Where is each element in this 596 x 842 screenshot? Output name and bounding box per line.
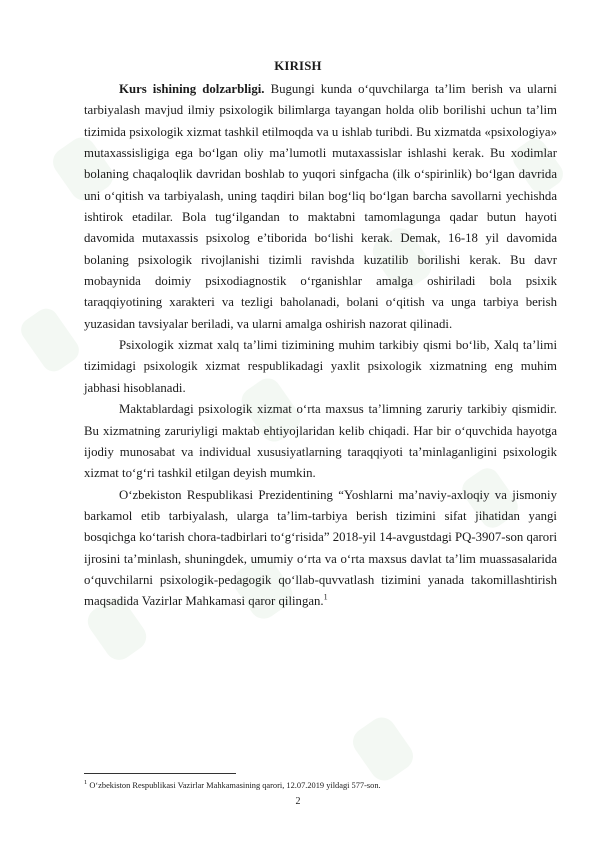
footnote-mark: 1 bbox=[84, 779, 88, 786]
footnote-text: O‘zbekiston Respublikasi Vazirlar Mahkamasining qarori, 12.07.2019 yildagi 577-son. bbox=[87, 780, 381, 790]
paragraph-text: Bugungi kunda o‘quvchilarga ta’lim berish va ularni tarbiyalash mavjud ilmiy psixologik bilimlarga tayangan holda olib borilishi uchun ta’lim tizimida psixologik xizmat tashkil etilmoqda va u ishlab turibdi. Bu xizmatda «psixologiya» mutaxassisligiga ega bo‘lgan oliy ma’lumotli mutaxassislar ishlashi kerak. Bu xodimlar bolaning chaqaloqlik davridan boshlab to yuqori sinfgacha (ilk o‘spirinlik) bo‘lgan davrida uni o‘qitish va tarbiyalash, uning taqdiri bilan bog‘liq bo‘lgan barcha savollarni yechishda ishtirok etadilar. Bola tug‘ilgandan to maktabni tamomlagunga qadar butun hayoti davomida mutaxassis psixolog e’tiborida bo‘lishi kerak. Demak, 16-18 yil davomida bolaning psixologik rivojlanishi tizimli ravishda kuzatilib borilishi kerak. Bu davr mobaynida doimiy psixodiagnostik o‘rganishlar amalga oshiriladi bola psixik taraqqiyotining xarakteri va tezligi baholanadi, bolani o‘qitish va unga tarbiya berish yuzasidan tavsiyalar beriladi, va ularni amalga oshirish nazorat qilinadi. bbox=[84, 82, 557, 331]
page-number: 2 bbox=[295, 796, 301, 807]
page-title: KIRISH bbox=[274, 59, 322, 73]
footnote bbox=[84, 777, 557, 791]
paragraph bbox=[84, 79, 557, 335]
footnote-reference[interactable]: 1 bbox=[323, 592, 328, 602]
document-body bbox=[84, 79, 557, 613]
footnote-divider bbox=[84, 773, 236, 774]
paragraph: Maktablardagi psixologik xizmat o‘rta maxsus ta’limning zaruriy tarkibiy qismidir. Bu xizmatning zaruriyligi maktab ehtiyojlaridan kelib chiqadi. Har bir o‘quvchida hayotga ijodiy munosabat va individual xususiyatlarning taraqqiyoti ta’minlaganligini psixologik xizmat to‘g‘ri tashkil etilgan deyish mumkin. bbox=[84, 402, 557, 481]
paragraph: Psixologik xizmat xalq ta’limi tizimining muhim tarkibiy qismi bo‘lib, Xalq ta’limi tizimidagi psixologik xizmat respublikadagi yaxlit psixologik xizmatning eng muhim jabhasi hisoblanadi. bbox=[84, 338, 557, 395]
paragraph-text: O‘zbekiston Respublikasi Prezidentining “Yoshlarni ma’naviy-axloqiy va jismoniy barkamol etib tarbiyalash, ularga ta’lim-tarbiya berish tizimini sifat jihatidan yangi bosqichga ko‘tarish chora-tadbirlari to‘g‘risida” 2018-yil 14-avgustdagi PQ-3907-son qarori ijrosini ta’minlash, shuningdek, umumiy o‘rta va o‘rta maxsus davlat ta’lim muassasalarida o‘quvchilarni psixologik-pedagogik qo‘llab-quvvatlash tizimini yanada takomillashtirish maqsadida Vazirlar Mahkamasi qaror qilingan. bbox=[84, 487, 558, 609]
paragraph-lead: Kurs ishining dolzarbligi. bbox=[119, 82, 265, 96]
paragraph bbox=[84, 485, 557, 613]
